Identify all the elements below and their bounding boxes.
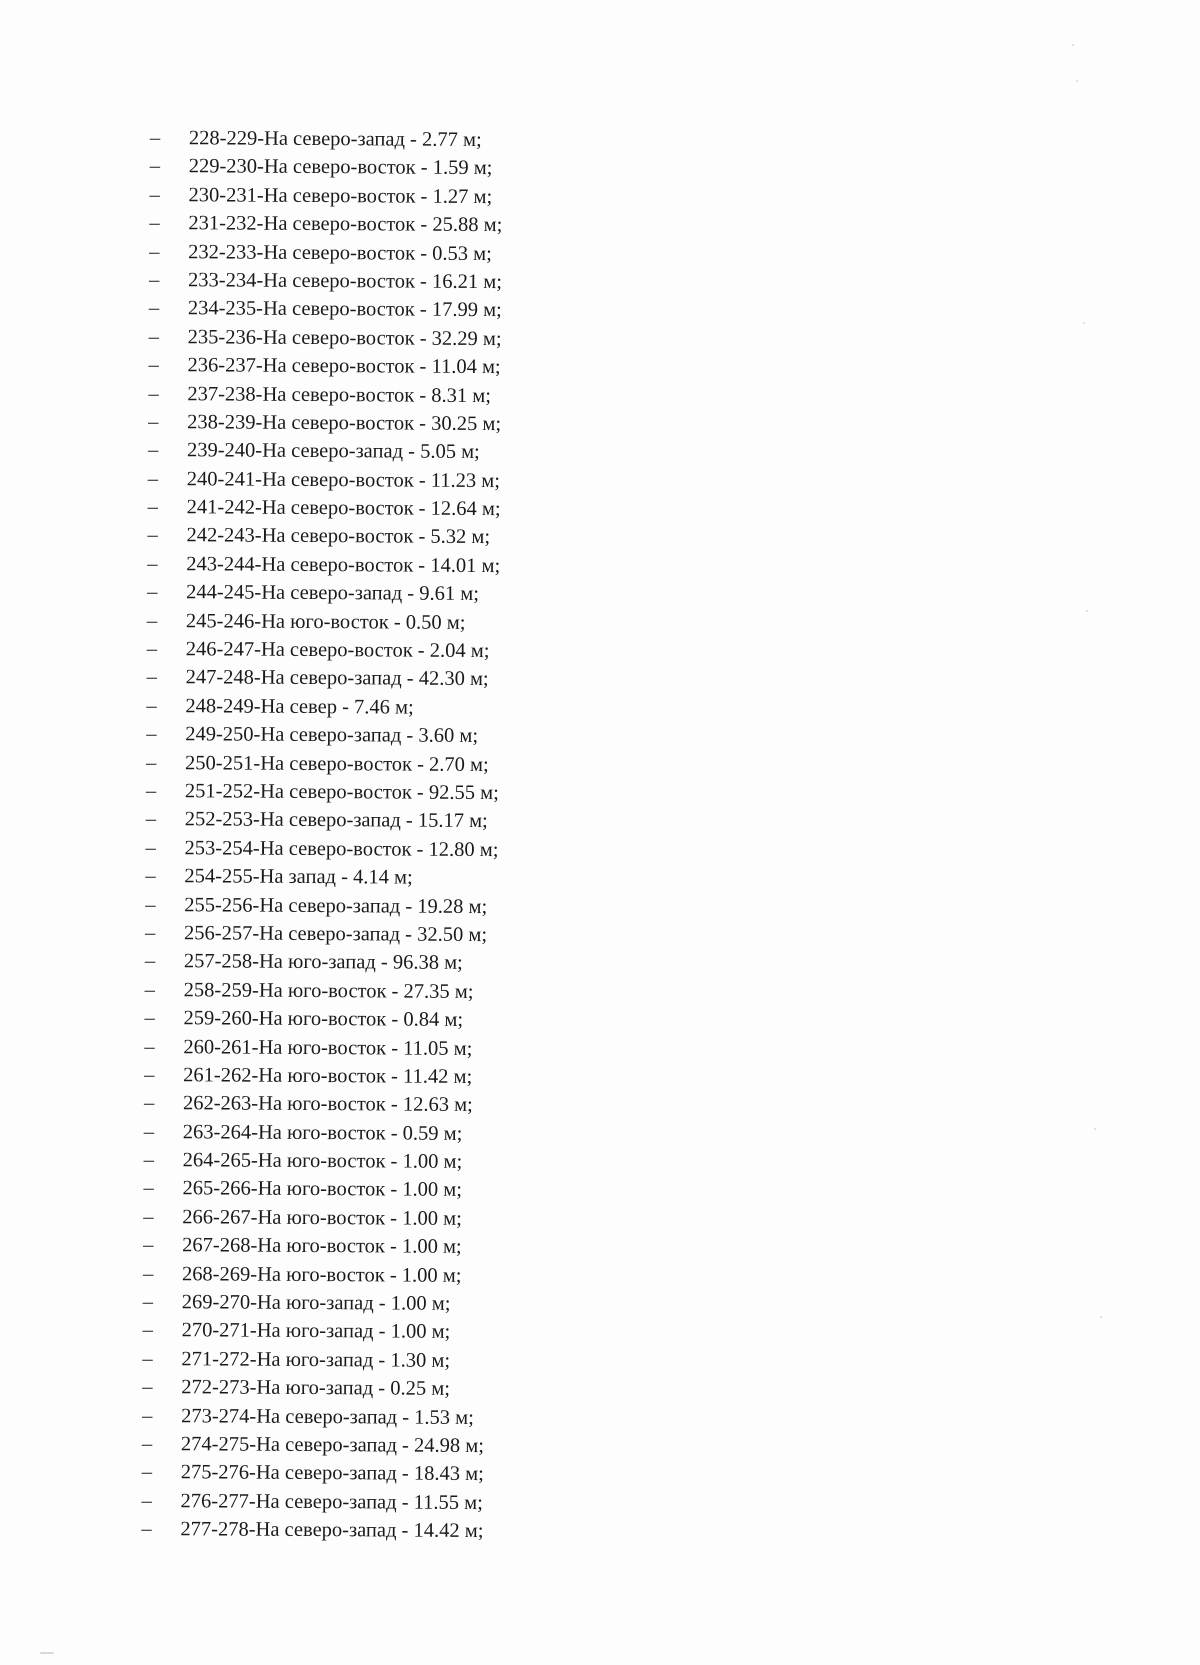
segment-text: 269-270-На юго-запад - 1.00 м; bbox=[181, 1291, 451, 1315]
segment-text: 233-234-На северо-восток - 16.21 м; bbox=[187, 269, 503, 294]
segment-text: 254-255-На запад - 4.14 м; bbox=[184, 865, 413, 889]
list-bullet-dash: – bbox=[145, 808, 157, 831]
list-item bbox=[147, 635, 500, 666]
segment-text: 249-250-На северо-запад - 3.60 м; bbox=[185, 723, 479, 748]
list-item bbox=[150, 152, 503, 183]
list-item bbox=[145, 976, 498, 1007]
list-bullet-dash: – bbox=[146, 638, 158, 661]
list-bullet-dash: – bbox=[146, 694, 157, 717]
list-bullet-dash: – bbox=[148, 382, 159, 405]
segment-text: 265-266-На юго-восток - 1.00 м; bbox=[182, 1177, 463, 1202]
segment-text: 273-274-На северо-запад - 1.53 м; bbox=[181, 1404, 474, 1429]
list-item bbox=[147, 663, 500, 694]
list-bullet-dash: – bbox=[142, 1404, 153, 1427]
list-item bbox=[146, 720, 499, 751]
list-item bbox=[147, 521, 500, 552]
scan-speck bbox=[1072, 44, 1074, 46]
segment-text: 251-252-На северо-восток - 92.55 м; bbox=[184, 780, 499, 805]
list-item bbox=[147, 578, 500, 609]
list-item bbox=[144, 1004, 497, 1035]
list-item bbox=[148, 408, 501, 439]
segment-text: 264-265-На юго-восток - 1.00 м; bbox=[182, 1149, 463, 1173]
list-item bbox=[148, 436, 501, 467]
segment-text: 253-254-На северо-восток - 12.80 м; bbox=[184, 836, 499, 861]
list-bullet-dash: – bbox=[142, 1262, 154, 1285]
boundary-segment-list bbox=[141, 124, 503, 1546]
segment-text: 248-249-На север - 7.46 м; bbox=[185, 695, 414, 719]
segment-text: 241-242-На северо-восток - 12.64 м; bbox=[186, 496, 501, 521]
list-item bbox=[142, 1487, 495, 1518]
list-bullet-dash: – bbox=[143, 1177, 154, 1200]
segment-text: 232-233-На северо-восток - 0.53 м; bbox=[188, 240, 492, 265]
segment-text: 230-231-На северо-восток - 1.27 м; bbox=[188, 184, 493, 208]
segment-text: 246-247-На северо-восток - 2.04 м; bbox=[185, 638, 490, 663]
list-item bbox=[149, 209, 502, 240]
list-item bbox=[145, 834, 498, 865]
list-bullet-dash: – bbox=[149, 126, 161, 150]
list-item bbox=[143, 1288, 496, 1319]
list-bullet-dash: – bbox=[143, 1234, 154, 1257]
list-bullet-dash: – bbox=[144, 1063, 155, 1086]
list-item bbox=[146, 749, 499, 780]
list-item bbox=[149, 266, 502, 297]
segment-text: 267-268-На юго-восток - 1.00 м; bbox=[182, 1234, 462, 1259]
list-item bbox=[144, 1061, 497, 1092]
list-item bbox=[150, 124, 503, 155]
list-item bbox=[142, 1373, 495, 1404]
segment-text: 263-264-На юго-восток - 0.59 м; bbox=[182, 1120, 463, 1145]
list-item bbox=[147, 550, 500, 581]
segment-text: 266-267-На юго-восток - 1.00 м; bbox=[182, 1206, 462, 1230]
list-item bbox=[145, 862, 498, 893]
list-bullet-dash: – bbox=[149, 212, 160, 235]
list-bullet-dash: – bbox=[141, 1518, 152, 1541]
segment-text: 245-246-На юго-восток - 0.50 м; bbox=[185, 609, 466, 634]
list-bullet-dash: – bbox=[148, 297, 160, 320]
scan-speck bbox=[40, 1652, 54, 1654]
segment-text: 235-236-На северо-восток - 32.29 м; bbox=[187, 325, 502, 350]
list-bullet-dash: – bbox=[146, 723, 157, 746]
segment-text: 276-277-На северо-запад - 11.55 м; bbox=[180, 1489, 483, 1514]
segment-text: 260-261-На юго-восток - 11.05 м; bbox=[183, 1035, 473, 1060]
list-bullet-dash: – bbox=[145, 836, 156, 859]
list-bullet-dash: – bbox=[149, 240, 160, 263]
list-bullet-dash: – bbox=[147, 496, 158, 519]
segment-text: 243-244-На северо-восток - 14.01 м; bbox=[186, 553, 501, 578]
list-bullet-dash: – bbox=[147, 552, 158, 575]
list-item bbox=[143, 1231, 496, 1262]
list-bullet-dash: – bbox=[141, 1461, 153, 1484]
list-item bbox=[143, 1203, 496, 1234]
scan-speck bbox=[1094, 1128, 1096, 1130]
list-bullet-dash: – bbox=[145, 779, 157, 803]
segment-text: 244-245-На северо-запад - 9.61 м; bbox=[186, 581, 479, 606]
list-bullet-dash: – bbox=[146, 751, 157, 774]
list-bullet-dash: – bbox=[147, 439, 159, 462]
list-item bbox=[143, 1316, 496, 1347]
list-bullet-dash: – bbox=[148, 410, 159, 433]
segment-text: 274-275-На северо-запад - 24.98 м; bbox=[180, 1433, 485, 1458]
segment-text: 252-253-На северо-запад - 15.17 м; bbox=[184, 808, 488, 833]
list-bullet-dash: – bbox=[142, 1347, 153, 1370]
list-item bbox=[144, 1032, 497, 1063]
list-item bbox=[148, 465, 501, 496]
list-item bbox=[144, 1118, 497, 1149]
segment-text: 262-263-На юго-восток - 12.63 м; bbox=[182, 1092, 473, 1117]
segment-text: 277-278-На северо-запад - 14.42 м; bbox=[180, 1518, 484, 1543]
segment-text: 236-237-На северо-восток - 11.04 м; bbox=[187, 354, 501, 379]
segment-text: 256-257-На северо-запад - 32.50 м; bbox=[183, 922, 488, 947]
list-bullet-dash: – bbox=[147, 467, 159, 490]
list-item bbox=[142, 1402, 495, 1433]
list-item bbox=[142, 1345, 495, 1376]
segment-text: 234-235-На северо-восток - 17.99 м; bbox=[187, 297, 502, 322]
list-item bbox=[143, 1260, 496, 1291]
scan-speck bbox=[1083, 322, 1085, 324]
segment-text: 228-229-На северо-запад - 2.77 м; bbox=[188, 127, 482, 152]
list-item bbox=[145, 947, 498, 978]
segment-text: 239-240-На северо-запад - 5.05 м; bbox=[186, 439, 480, 464]
segment-text: 258-259-На юго-восток - 27.35 м; bbox=[183, 978, 474, 1003]
segment-text: 261-262-На юго-восток - 11.42 м; bbox=[183, 1064, 473, 1088]
list-bullet-dash: – bbox=[146, 609, 158, 632]
list-bullet-dash: – bbox=[145, 865, 156, 888]
segment-text: 250-251-На северо-восток - 2.70 м; bbox=[185, 751, 489, 776]
list-item bbox=[146, 777, 499, 808]
list-bullet-dash: – bbox=[141, 1489, 152, 1512]
list-bullet-dash: – bbox=[142, 1290, 154, 1314]
list-bullet-dash: – bbox=[144, 978, 156, 1001]
list-bullet-dash: – bbox=[147, 524, 158, 547]
scan-speck bbox=[1076, 80, 1078, 82]
segment-text: 268-269-На юго-восток - 1.00 м; bbox=[181, 1262, 462, 1287]
list-bullet-dash: – bbox=[142, 1376, 153, 1399]
list-item bbox=[149, 181, 502, 212]
list-bullet-dash: – bbox=[144, 921, 156, 944]
list-bullet-dash: – bbox=[144, 950, 156, 973]
segment-text: 255-256-На северо-запад - 19.28 м; bbox=[184, 893, 488, 918]
list-bullet-dash: – bbox=[143, 1205, 154, 1228]
segment-text: 240-241-На северо-восток - 11.23 м; bbox=[186, 467, 501, 492]
list-bullet-dash: – bbox=[143, 1120, 155, 1143]
list-bullet-dash: – bbox=[146, 666, 157, 689]
list-bullet-dash: – bbox=[148, 325, 160, 348]
list-bullet-dash: – bbox=[143, 1149, 154, 1172]
list-bullet-dash: – bbox=[148, 268, 160, 292]
scan-speck bbox=[1100, 1316, 1102, 1318]
segment-text: 271-272-На юго-запад - 1.30 м; bbox=[181, 1348, 451, 1372]
list-item bbox=[142, 1430, 495, 1461]
list-bullet-dash: – bbox=[149, 183, 160, 206]
list-bullet-dash: – bbox=[148, 354, 159, 377]
list-item bbox=[148, 380, 501, 411]
list-item bbox=[148, 493, 501, 524]
list-item bbox=[145, 891, 498, 922]
segment-text: 237-238-На северо-восток - 8.31 м; bbox=[187, 382, 492, 407]
list-bullet-dash: – bbox=[142, 1319, 153, 1342]
segment-text: 259-260-На юго-восток - 0.84 м; bbox=[183, 1007, 464, 1032]
segment-text: 238-239-На северо-восток - 30.25 м; bbox=[187, 411, 502, 436]
list-item bbox=[149, 294, 502, 325]
scan-speck bbox=[1086, 610, 1088, 612]
list-item bbox=[147, 607, 500, 638]
list-bullet-dash: – bbox=[141, 1432, 153, 1456]
segment-text: 257-258-На юго-запад - 96.38 м; bbox=[183, 950, 463, 975]
list-bullet-dash: – bbox=[149, 155, 161, 178]
segment-text: 229-230-На северо-восток - 1.59 м; bbox=[188, 155, 493, 180]
segment-text: 270-271-На юго-запад - 1.00 м; bbox=[181, 1319, 451, 1344]
list-bullet-dash: – bbox=[144, 1007, 155, 1030]
list-bullet-dash: – bbox=[145, 893, 156, 916]
list-item bbox=[146, 805, 499, 836]
list-item bbox=[143, 1174, 496, 1205]
list-item bbox=[146, 692, 499, 723]
list-item bbox=[142, 1458, 495, 1489]
segment-text: 247-248-На северо-запад - 42.30 м; bbox=[185, 666, 489, 691]
list-bullet-dash: – bbox=[147, 581, 158, 604]
list-item bbox=[145, 919, 498, 950]
segment-text: 275-276-На северо-запад - 18.43 м; bbox=[180, 1461, 484, 1486]
list-item bbox=[148, 351, 501, 382]
list-item bbox=[141, 1515, 494, 1546]
list-bullet-dash: – bbox=[143, 1092, 155, 1115]
list-bullet-dash: – bbox=[144, 1035, 155, 1058]
segment-text: 242-243-На северо-восток - 5.32 м; bbox=[186, 524, 491, 549]
list-item bbox=[144, 1089, 497, 1120]
list-item bbox=[144, 1146, 497, 1177]
list-item bbox=[149, 238, 502, 269]
list-item bbox=[149, 323, 502, 354]
segment-text: 272-273-На юго-запад - 0.25 м; bbox=[181, 1376, 451, 1401]
segment-text: 231-232-На северо-восток - 25.88 м; bbox=[188, 212, 503, 237]
